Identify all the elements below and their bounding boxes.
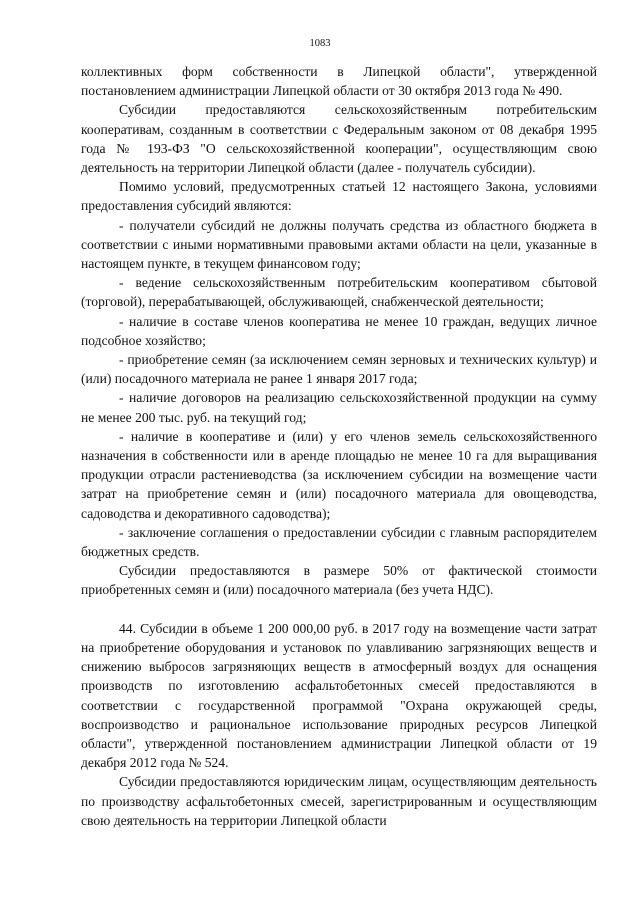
page-number: 1083 [309, 38, 331, 49]
document-body [81, 62, 597, 830]
list-item: - ведение сельскохозяйственным потребительским кооперативом сбытовой (торговой), перерабатывающей, обслуживающей, снабженческой деятельности; [81, 275, 597, 310]
list-item: - приобретение семян (за исключением семян зерновых и технических культур) и (или) посадочного материала не ранее 1 января 2017 года; [81, 352, 597, 387]
paragraph: Субсидии предоставляются сельскохозяйственным потребительским кооперативам, созданным в соответствии с Федеральным законом от 08 декабря 1995 года № 193-ФЗ "О сельскохозяйственной кооперации", осуществляющим свою деятельность на территории Липецкой области (далее - получатель субсидии). [81, 102, 597, 176]
numbered-paragraph: 44. Субсидии в объеме 1 200 000,00 руб. в 2017 году на возмещение части затрат на приобретение оборудования и установок по улавливанию загрязняющих веществ и снижению выбросов загрязняющих веществ в атмосферный воздух для оснащения производств по изготовлению асфальтобетонных смесей предоставляются в соответствии с государственной программой "Охрана окружающей среды, воспроизводство и рациональное использование природных ресурсов Липецкой области", утвержденной постановлением администрации Липецкой области от 19 декабря 2012 года № 524. [81, 620, 597, 771]
paragraph: коллективных форм собственности в Липецкой области", утвержденной постановлением администрации Липецкой области от 30 октября 2013 года № 490. [81, 64, 597, 99]
paragraph: Субсидии предоставляются юридическим лицам, осуществляющим деятельность по производству асфальтобетонных смесей, зарегистрированным и осуществляющим свою деятельность на территории Липецкой области [81, 774, 597, 828]
list-item: - наличие в кооперативе и (или) у его членов земель сельскохозяйственного назначения в собственности или в аренде площадью не менее 10 га для выращивания продукции отрасли растениеводства (за исключением субсидии на возмещение части затрат на приобретение семян и (или) посадочного материала для овощеводства, садоводства и декоративного садоводства); [81, 428, 597, 521]
list-item: - заключение соглашения о предоставлении субсидии с главным распорядителем бюджетных средств. [81, 524, 597, 560]
paragraph: Субсидии предоставляются в размере 50% от фактической стоимости приобретенных семян и (или) посадочного материала (без учета НДС). [81, 563, 597, 598]
paragraph: Помимо условий, предусмотренных статьей 12 настоящего Закона, условиями предоставления субсидий являются: [81, 179, 597, 214]
list-item: - получатели субсидий не должны получать средства из областного бюджета в соответствии с иными нормативными правовыми актами области на цели, указанные в настоящем пункте, в текущем финансовом году; [81, 217, 597, 272]
list-item: - наличие в составе членов кооператива не менее 10 граждан, ведущих личное подсобное хозяйство; [81, 313, 597, 348]
list-item: - наличие договоров на реализацию сельскохозяйственной продукции на сумму не менее 200 тыс. руб. на текущий год; [81, 390, 597, 425]
